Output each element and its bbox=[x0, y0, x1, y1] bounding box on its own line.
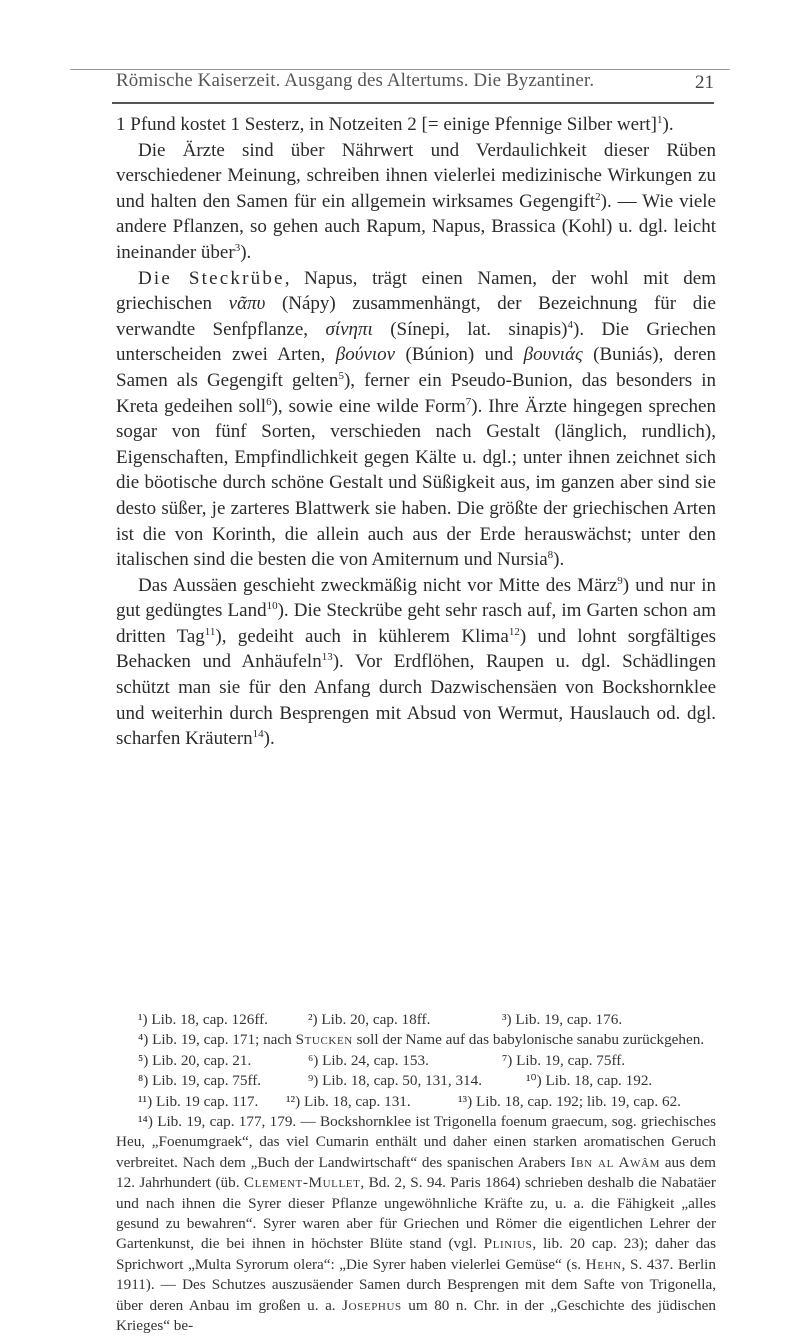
footnote-9: ⁹) Lib. 18, cap. 50, 131, 314. bbox=[308, 1072, 483, 1090]
keyword-steckruebe: Die Steckrübe bbox=[138, 267, 285, 289]
footnote-ref: 2 bbox=[595, 190, 601, 203]
paragraph-3: Die Steckrübe, Napus, trägt einen Namen, der wohl mit dem griechischen νᾶπυ (Nápy) zusammenhängt, der Bezeichnung für die verwandte Senfpflanze, σίνηπι (Sínepi, lat. sinapis)$^4$). Die Griechen unterscheiden zwei Arten, βούνιον (Búnion) und βουνιάς (Buniás), deren Samen als Gegengift gelten$^5$), ferner ein Pseudo-Bunion, das besonders in Kreta gedeihen soll$^6$), sowie eine wilde Form$^7$). Ihre Ärzte hingegen sprechen sogar von fünf Sorten, verschieden nach Gestalt (länglich, rundlich), Eigenschaften, Empfindlichkeit gegen Kälte u. dgl.; unter ihnen zeichnet sich die böotische durch schöne Gestalt und Süßigkeit aus, im ganzen aber sind sie desto süßer, je zarteres Blattwerk sie haben. Die größte der griechischen Arten ist die von Korinth, die allein auch aus der Erde herauswächst; unter den italischen sind die besten die von Amiternum und Nursia$^8$). bbox=[116, 267, 717, 571]
footnote-5: ⁵) Lib. 20, cap. 21. bbox=[138, 1051, 252, 1069]
author-name: Clement-Mullet bbox=[243, 1174, 361, 1192]
footnote-ref: 12 bbox=[508, 625, 520, 638]
footnote-ref: 4 bbox=[567, 318, 574, 331]
footnote-6: ⁶) Lib. 24, cap. 153. bbox=[308, 1051, 429, 1069]
footnote-7: ⁷) Lib. 19, cap. 75ff. bbox=[502, 1051, 626, 1069]
footnote-ref: 1 bbox=[657, 114, 663, 126]
footnote-ref: 11 bbox=[204, 625, 216, 638]
header-rule bbox=[112, 102, 714, 104]
greek-word: βούνιον bbox=[335, 344, 396, 366]
footnote-ref: 3 bbox=[234, 241, 241, 254]
footnote-ref: 14 bbox=[252, 728, 264, 741]
footnote-ref: 7 bbox=[465, 395, 472, 408]
footnote-ref: 5 bbox=[338, 369, 344, 382]
footnote-8: ⁸) Lib. 19, cap. 75ff. bbox=[138, 1072, 262, 1090]
paragraph-2: Die Ärzte sind über Nährwert und Verdaulichkeit dieser Rüben verschiedener Meinung, schreiben ihnen vielerlei medizinische Wirkungen zu und halten den Samen für ein allgemein wirksames Gegengift$^2$). — Wie viele andere Pflanzen, so gehen auch Rapum, Napus, Brassica (Kohl) u. dgl. leicht ineinander über$^3$). bbox=[116, 139, 716, 263]
footnote-row bbox=[116, 1071, 716, 1091]
author-name: Plinius bbox=[483, 1235, 533, 1253]
page-number: 21 bbox=[695, 72, 714, 93]
author-name: Ibn al Awâm bbox=[570, 1153, 660, 1171]
paragraph-4: Das Aussäen geschieht zweckmäßig nicht vor Mitte des März$^9$) und nur in gut gedüngtes Land$^{10}$). Die Steckrübe geht sehr rasch auf, im Garten schon am dritten Tag$^{11}$), gedeiht auch in kühlerem Klima$^{12}$) und lohnt sorgfältiges Behacken und Anhäufeln$^{13}$). Vor Erdflöhen, Raupen u. dgl. Schädlingen schützt man sie für den Anfang durch Dazwischensäen von Bockshornklee und weiterhin durch Besprengen mit Absud von Wermut, Hauslauch od. dgl. scharfen Kräutern$^{14}$). bbox=[116, 574, 717, 750]
footnote-ref: 13 bbox=[321, 651, 333, 664]
greek-word: σίνηπι bbox=[325, 318, 373, 340]
footnote-row bbox=[116, 1051, 716, 1071]
footnote-14: ¹⁴) Lib. 19, cap. 177, 179. — Bockshornklee ist Trigonella foenum graecum, sog. griechisches Heu, „Foenumgraek“, das viel Cumarin enthält und daher einen starken aromatischen Geruch verbreitet. Nach dem „Buch der Landwirtschaft“ des spanischen Arabers Ibn al Awâm aus dem 12. Jahrhundert (üb. Clement-Mullet, Bd. 2, S. 94. Paris 1864) schrieben deshalb die Nabatäer und nach ihnen die Syrer dieser Pflanze ungewöhnliche Kräfte zu, u. a. die Fähigkeit „alles gesund zu bewahren“. Syrer waren aber für Griechen und Römer die eigentlichen Lehrer der Gartenkunst, die bei ihnen in höchster Blüte stand (vgl. Plinius, lib. 20 cap. 23); daher das Sprichwort „Multa Syrorum olera“: „Die Syrer haben vielerlei Gemüse“ (s. Hehn, S. 437. Berlin 1911). — Des Schutzes auszusäender Samen durch Besprengen mit dem Safte von Trigonella, über deren Anbau im großen u. a. Josephus um 80 n. Chr. in der „Geschichte des jüdischen Krieges“ be- bbox=[116, 1113, 717, 1335]
footnote-13: ¹³) Lib. 18, cap. 192; lib. 19, cap. 62. bbox=[458, 1092, 681, 1110]
footnote-1: ¹) Lib. 18, cap. 126ff. bbox=[138, 1011, 268, 1028]
main-text bbox=[116, 112, 716, 752]
footnote-ref: 9 bbox=[617, 574, 623, 587]
author-name: Stucken bbox=[295, 1031, 353, 1049]
author-name: Josephus bbox=[342, 1296, 402, 1314]
author-name: Hehn bbox=[585, 1255, 622, 1273]
footnote-row bbox=[116, 1092, 716, 1112]
footnote-row bbox=[116, 1010, 716, 1030]
footnote-10: ¹⁰) Lib. 18, cap. 192. bbox=[526, 1072, 653, 1090]
footnote-ref: 6 bbox=[266, 395, 272, 408]
footnote-ref: 8 bbox=[547, 549, 554, 562]
footnote-3: ³) Lib. 19, cap. 176. bbox=[502, 1011, 623, 1028]
running-head: Römische Kaiserzeit. Ausgang des Altertums. Die Byzantiner. bbox=[116, 70, 595, 91]
footnote-ref: 10 bbox=[266, 600, 278, 613]
footnote-12: ¹²) Lib. 18, cap. 131. bbox=[286, 1092, 411, 1110]
footnotes bbox=[116, 1010, 716, 1337]
paragraph-1: 1 Pfund kostet 1 Sesterz, in Notzeiten 2 [= einige Pfennige Silber wert]$^1$). bbox=[116, 114, 674, 135]
footnote-11: ¹¹) Lib. 19 cap. 117. bbox=[138, 1092, 259, 1110]
greek-word: νᾶπυ bbox=[228, 293, 266, 315]
footnote-4: ⁴) Lib. 19, cap. 171; nach Stucken soll der Name auf das babylonische sanabu zurückgehen. bbox=[138, 1031, 705, 1049]
greek-word: βουνιάς bbox=[523, 344, 583, 366]
footnote-2: ²) Lib. 20, cap. 18ff. bbox=[308, 1011, 431, 1028]
